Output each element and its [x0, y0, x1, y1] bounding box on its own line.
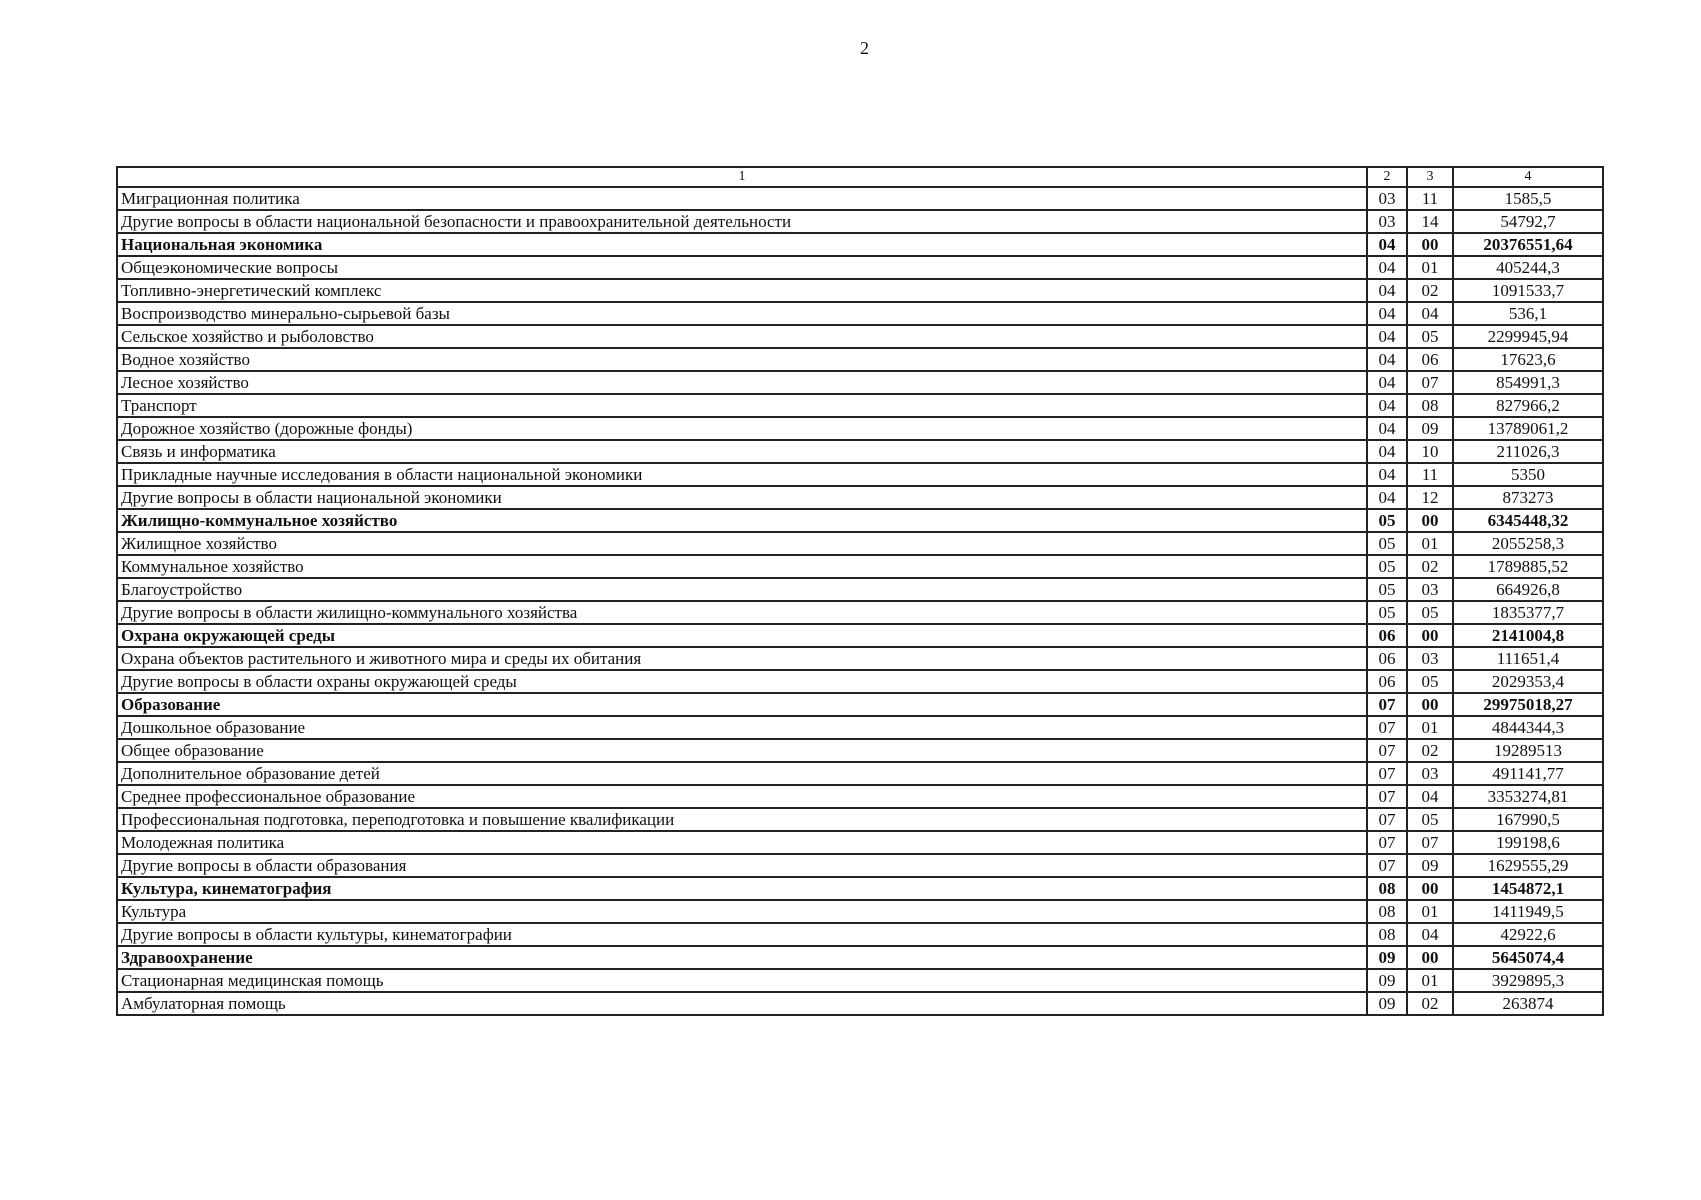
row-section-cell: 07	[1367, 762, 1407, 785]
row-subsection-cell: 04	[1407, 923, 1453, 946]
table-row	[117, 187, 1603, 210]
row-amount-cell: 1091533,7	[1453, 279, 1603, 302]
row-section-cell: 09	[1367, 992, 1407, 1015]
table-row	[117, 946, 1603, 969]
table-row	[117, 371, 1603, 394]
row-subsection-cell: 02	[1407, 279, 1453, 302]
row-section-cell: 07	[1367, 716, 1407, 739]
table-row	[117, 877, 1603, 900]
row-section-cell: 07	[1367, 808, 1407, 831]
row-name-cell: Культура	[117, 900, 1367, 923]
row-amount-cell: 29975018,27	[1453, 693, 1603, 716]
row-section-cell: 05	[1367, 601, 1407, 624]
row-name-cell: Воспроизводство минерально-сырьевой базы	[117, 302, 1367, 325]
budget-table	[116, 166, 1604, 1016]
row-amount-cell: 13789061,2	[1453, 417, 1603, 440]
row-section-cell: 07	[1367, 693, 1407, 716]
row-section-cell: 05	[1367, 578, 1407, 601]
row-subsection-cell: 00	[1407, 877, 1453, 900]
row-amount-cell: 42922,6	[1453, 923, 1603, 946]
row-subsection-cell: 01	[1407, 969, 1453, 992]
row-subsection-cell: 01	[1407, 900, 1453, 923]
row-section-cell: 04	[1367, 302, 1407, 325]
row-subsection-cell: 00	[1407, 233, 1453, 256]
row-name-cell: Лесное хозяйство	[117, 371, 1367, 394]
row-subsection-cell: 00	[1407, 946, 1453, 969]
row-amount-cell: 3929895,3	[1453, 969, 1603, 992]
row-name-cell: Общее образование	[117, 739, 1367, 762]
row-subsection-cell: 04	[1407, 302, 1453, 325]
table-row	[117, 210, 1603, 233]
row-section-cell: 05	[1367, 509, 1407, 532]
row-amount-cell: 491141,77	[1453, 762, 1603, 785]
row-name-cell: Среднее профессиональное образование	[117, 785, 1367, 808]
row-section-cell: 04	[1367, 463, 1407, 486]
row-name-cell: Дополнительное образование детей	[117, 762, 1367, 785]
row-subsection-cell: 05	[1407, 670, 1453, 693]
table-row	[117, 854, 1603, 877]
row-name-cell: Стационарная медицинская помощь	[117, 969, 1367, 992]
table-row	[117, 279, 1603, 302]
row-section-cell: 04	[1367, 233, 1407, 256]
row-name-cell: Дорожное хозяйство (дорожные фонды)	[117, 417, 1367, 440]
table-row	[117, 670, 1603, 693]
row-name-cell: Профессиональная подготовка, переподготовка и повышение квалификации	[117, 808, 1367, 831]
row-subsection-cell: 05	[1407, 808, 1453, 831]
row-amount-cell: 1411949,5	[1453, 900, 1603, 923]
row-name-cell: Коммунальное хозяйство	[117, 555, 1367, 578]
row-name-cell: Амбулаторная помощь	[117, 992, 1367, 1015]
row-section-cell: 09	[1367, 946, 1407, 969]
row-amount-cell: 664926,8	[1453, 578, 1603, 601]
row-section-cell: 09	[1367, 969, 1407, 992]
row-amount-cell: 19289513	[1453, 739, 1603, 762]
table-row	[117, 440, 1603, 463]
row-name-cell: Сельское хозяйство и рыболовство	[117, 325, 1367, 348]
row-amount-cell: 1585,5	[1453, 187, 1603, 210]
row-amount-cell: 20376551,64	[1453, 233, 1603, 256]
header-cell-name: 1	[117, 167, 1367, 187]
row-subsection-cell: 03	[1407, 578, 1453, 601]
header-row	[117, 167, 1603, 187]
row-section-cell: 07	[1367, 831, 1407, 854]
row-amount-cell: 873273	[1453, 486, 1603, 509]
table-row	[117, 647, 1603, 670]
row-subsection-cell: 09	[1407, 854, 1453, 877]
table-row	[117, 509, 1603, 532]
row-section-cell: 08	[1367, 923, 1407, 946]
row-subsection-cell: 01	[1407, 256, 1453, 279]
row-section-cell: 04	[1367, 325, 1407, 348]
table-row	[117, 716, 1603, 739]
row-subsection-cell: 02	[1407, 739, 1453, 762]
table-row	[117, 808, 1603, 831]
row-section-cell: 05	[1367, 555, 1407, 578]
header-cell-amount: 4	[1453, 167, 1603, 187]
table-row	[117, 233, 1603, 256]
row-subsection-cell: 01	[1407, 532, 1453, 555]
row-name-cell: Другие вопросы в области жилищно-коммунального хозяйства	[117, 601, 1367, 624]
table-row	[117, 463, 1603, 486]
row-name-cell: Образование	[117, 693, 1367, 716]
table-row	[117, 992, 1603, 1015]
table-row	[117, 348, 1603, 371]
row-amount-cell: 2141004,8	[1453, 624, 1603, 647]
table-row	[117, 256, 1603, 279]
row-amount-cell: 5645074,4	[1453, 946, 1603, 969]
row-subsection-cell: 00	[1407, 693, 1453, 716]
table-row	[117, 532, 1603, 555]
row-name-cell: Здравоохранение	[117, 946, 1367, 969]
row-subsection-cell: 03	[1407, 647, 1453, 670]
row-section-cell: 04	[1367, 394, 1407, 417]
row-amount-cell: 211026,3	[1453, 440, 1603, 463]
row-amount-cell: 167990,5	[1453, 808, 1603, 831]
row-subsection-cell: 10	[1407, 440, 1453, 463]
table-row	[117, 785, 1603, 808]
table-row	[117, 969, 1603, 992]
row-name-cell: Прикладные научные исследования в области национальной экономики	[117, 463, 1367, 486]
row-name-cell: Охрана объектов растительного и животного мира и среды их обитания	[117, 647, 1367, 670]
row-subsection-cell: 05	[1407, 601, 1453, 624]
row-subsection-cell: 07	[1407, 831, 1453, 854]
row-subsection-cell: 04	[1407, 785, 1453, 808]
row-subsection-cell: 11	[1407, 463, 1453, 486]
row-amount-cell: 54792,7	[1453, 210, 1603, 233]
row-section-cell: 04	[1367, 279, 1407, 302]
row-subsection-cell: 00	[1407, 509, 1453, 532]
row-name-cell: Благоустройство	[117, 578, 1367, 601]
row-name-cell: Транспорт	[117, 394, 1367, 417]
table-row	[117, 302, 1603, 325]
row-section-cell: 08	[1367, 900, 1407, 923]
table-row	[117, 923, 1603, 946]
row-name-cell: Связь и информатика	[117, 440, 1367, 463]
row-name-cell: Молодежная политика	[117, 831, 1367, 854]
row-subsection-cell: 00	[1407, 624, 1453, 647]
table-row	[117, 831, 1603, 854]
row-subsection-cell: 07	[1407, 371, 1453, 394]
row-name-cell: Охрана окружающей среды	[117, 624, 1367, 647]
row-subsection-cell: 08	[1407, 394, 1453, 417]
row-name-cell: Топливно-энергетический комплекс	[117, 279, 1367, 302]
row-amount-cell: 6345448,32	[1453, 509, 1603, 532]
row-name-cell: Водное хозяйство	[117, 348, 1367, 371]
table-row	[117, 486, 1603, 509]
row-section-cell: 07	[1367, 739, 1407, 762]
header-cell-subsection: 3	[1407, 167, 1453, 187]
row-name-cell: Миграционная политика	[117, 187, 1367, 210]
row-section-cell: 06	[1367, 647, 1407, 670]
table-row	[117, 693, 1603, 716]
row-section-cell: 06	[1367, 624, 1407, 647]
row-section-cell: 04	[1367, 348, 1407, 371]
row-subsection-cell: 05	[1407, 325, 1453, 348]
table-row	[117, 325, 1603, 348]
row-amount-cell: 263874	[1453, 992, 1603, 1015]
row-section-cell: 04	[1367, 256, 1407, 279]
table-row	[117, 578, 1603, 601]
row-amount-cell: 1789885,52	[1453, 555, 1603, 578]
row-name-cell: Другие вопросы в области национальной безопасности и правоохранительной деятельности	[117, 210, 1367, 233]
row-name-cell: Жилищное хозяйство	[117, 532, 1367, 555]
row-section-cell: 03	[1367, 210, 1407, 233]
row-subsection-cell: 01	[1407, 716, 1453, 739]
row-name-cell: Жилищно-коммунальное хозяйство	[117, 509, 1367, 532]
row-section-cell: 06	[1367, 670, 1407, 693]
row-section-cell: 03	[1367, 187, 1407, 210]
table-body	[117, 187, 1603, 1015]
row-amount-cell: 1629555,29	[1453, 854, 1603, 877]
row-subsection-cell: 09	[1407, 417, 1453, 440]
table-row	[117, 624, 1603, 647]
table-row	[117, 762, 1603, 785]
row-amount-cell: 536,1	[1453, 302, 1603, 325]
row-section-cell: 07	[1367, 785, 1407, 808]
row-name-cell: Культура, кинематография	[117, 877, 1367, 900]
table-row	[117, 394, 1603, 417]
row-amount-cell: 1454872,1	[1453, 877, 1603, 900]
row-subsection-cell: 11	[1407, 187, 1453, 210]
row-section-cell: 08	[1367, 877, 1407, 900]
table-header	[117, 167, 1603, 187]
row-subsection-cell: 12	[1407, 486, 1453, 509]
row-amount-cell: 4844344,3	[1453, 716, 1603, 739]
row-subsection-cell: 02	[1407, 555, 1453, 578]
table-row	[117, 739, 1603, 762]
row-section-cell: 04	[1367, 371, 1407, 394]
row-amount-cell: 5350	[1453, 463, 1603, 486]
table-row	[117, 601, 1603, 624]
row-amount-cell: 405244,3	[1453, 256, 1603, 279]
row-section-cell: 04	[1367, 440, 1407, 463]
row-name-cell: Другие вопросы в области культуры, кинематографии	[117, 923, 1367, 946]
row-amount-cell: 827966,2	[1453, 394, 1603, 417]
row-section-cell: 04	[1367, 486, 1407, 509]
row-amount-cell: 2299945,94	[1453, 325, 1603, 348]
row-name-cell: Другие вопросы в области образования	[117, 854, 1367, 877]
row-amount-cell: 2029353,4	[1453, 670, 1603, 693]
row-subsection-cell: 03	[1407, 762, 1453, 785]
row-subsection-cell: 06	[1407, 348, 1453, 371]
row-amount-cell: 199198,6	[1453, 831, 1603, 854]
row-section-cell: 07	[1367, 854, 1407, 877]
row-subsection-cell: 14	[1407, 210, 1453, 233]
table-row	[117, 417, 1603, 440]
row-name-cell: Другие вопросы в области охраны окружающей среды	[117, 670, 1367, 693]
row-amount-cell: 111651,4	[1453, 647, 1603, 670]
row-name-cell: Национальная экономика	[117, 233, 1367, 256]
row-name-cell: Дошкольное образование	[117, 716, 1367, 739]
row-amount-cell: 854991,3	[1453, 371, 1603, 394]
row-subsection-cell: 02	[1407, 992, 1453, 1015]
row-amount-cell: 1835377,7	[1453, 601, 1603, 624]
row-amount-cell: 17623,6	[1453, 348, 1603, 371]
page-number: 2	[860, 38, 869, 58]
table-row	[117, 555, 1603, 578]
row-section-cell: 04	[1367, 417, 1407, 440]
row-amount-cell: 2055258,3	[1453, 532, 1603, 555]
header-cell-section: 2	[1367, 167, 1407, 187]
table-row	[117, 900, 1603, 923]
row-amount-cell: 3353274,81	[1453, 785, 1603, 808]
row-name-cell: Общеэкономические вопросы	[117, 256, 1367, 279]
row-section-cell: 05	[1367, 532, 1407, 555]
row-name-cell: Другие вопросы в области национальной экономики	[117, 486, 1367, 509]
